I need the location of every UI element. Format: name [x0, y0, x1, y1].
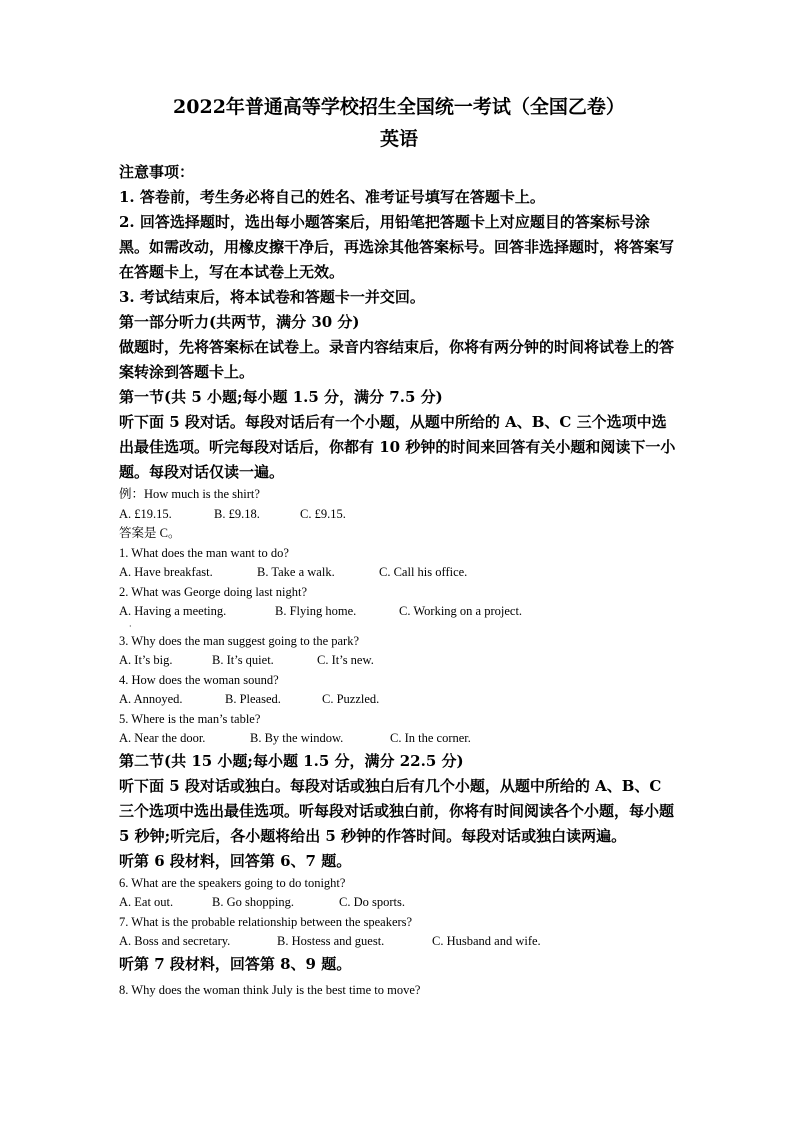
option-b: B. Flying home.	[275, 604, 357, 618]
option-b: B. Hostess and guest.	[277, 934, 385, 948]
option-b: B. It’s quiet.	[212, 653, 274, 667]
option-c: C. Puzzled.	[322, 692, 380, 706]
question-8: 8. Why does the woman think July is the best time to move?	[119, 982, 421, 997]
option-a: A. It’s big.	[119, 653, 173, 667]
notice-heading: 注意事项：	[119, 163, 195, 181]
option-c: C. Do sports.	[339, 895, 405, 909]
option-a: A. Annoyed.	[119, 692, 183, 706]
option-a: A. Near the door.	[119, 731, 206, 745]
option-c: C. In the corner.	[390, 731, 471, 745]
option-c: C. Working on a project.	[399, 604, 523, 618]
section2-instructions: 听下面 5 段对话或独白。每段对话或独白后有几个小题，从题中所给的 A、B、C 三个选项中选出最佳选项。听每段对话或独白前，你将有时间阅读各个小题，每小题 5 秒钟;听完后，各小题将给出 5 秒钟的作答时间。每段对话或独白读两遍。	[119, 776, 675, 845]
part1-heading: 第一部分听力(共两节，满分 30 分)	[119, 313, 360, 331]
option-b: B. Go shopping.	[212, 895, 294, 909]
material-7-heading: 听第 7 段材料，回答第 8、9 题。	[119, 954, 352, 973]
option-a: A. Having a meeting.	[119, 604, 227, 618]
exam-page	[119, 96, 679, 1000]
question-6: 6. What are the speakers going to do tonight?	[119, 875, 346, 890]
subject-title: 英语	[379, 128, 418, 150]
question-2-options	[119, 602, 679, 622]
question-5-options	[119, 729, 679, 749]
option-c: C. £9.15.	[300, 506, 346, 521]
option-c: C. Call his office.	[379, 565, 468, 579]
option-b: B. Pleased.	[225, 692, 281, 706]
exam-title: 2022年普通高等学校招生全国统一考试（全国乙卷）	[173, 96, 625, 118]
question-7-options	[119, 932, 679, 952]
stray-dot: ·	[129, 621, 132, 631]
notice-item: 1. 答卷前，考生务必将自己的姓名、准考证号填写在答题卡上。	[119, 188, 545, 206]
question-1-options	[119, 563, 679, 583]
option-b: B. £9.18.	[214, 506, 260, 521]
question-5: 5. Where is the man’s table?	[119, 711, 261, 726]
option-b: B. By the window.	[250, 731, 344, 745]
part1-intro: 做题时，先将答案标在试卷上。录音内容结束后，你将有两分钟的时间将试卷上的答案转涂到答题卡上。	[119, 338, 675, 381]
option-b: B. Take a walk.	[257, 565, 335, 579]
option-a: A. Boss and secretary.	[119, 934, 231, 948]
section2-heading: 第二节(共 15 小题;每小题 1.5 分，满分 22.5 分)	[119, 751, 464, 770]
question-6-options	[119, 893, 679, 913]
question-3-options	[119, 651, 679, 671]
notice-item: 2. 回答选择题时，选出每小题答案后，用铅笔把答题卡上对应题目的答案标号涂黑。如需改动，用橡皮擦干净后，再选涂其他答案标号。回答非选择题时，将答案写在答题卡上，写在本试卷上无效。	[119, 213, 675, 281]
section1-heading: 第一节(共 5 小题;每小题 1.5 分，满分 7.5 分)	[119, 388, 443, 406]
example-options	[119, 505, 679, 525]
question-2: 2. What was George doing last night?	[119, 584, 308, 599]
example-question: 例：How much is the shirt?	[119, 487, 260, 501]
option-c: C. It’s new.	[317, 653, 374, 667]
question-4-options	[119, 690, 679, 710]
option-a: A. Have breakfast.	[119, 565, 213, 579]
section1-instructions: 听下面 5 段对话。每段对话后有一个小题，从题中所给的 A、B、C 三个选项中选出最佳选项。听完每段对话后，你都有 10 秒钟的时间来回答有关小题和阅读下一小题。每段对话仅读一遍。	[119, 413, 676, 481]
question-7: 7. What is the probable relationship between the speakers?	[119, 914, 413, 929]
option-c: C. Husband and wife.	[432, 934, 541, 948]
notice-item: 3. 考试结束后，将本试卷和答题卡一并交回。	[119, 288, 425, 306]
option-a: A. £19.15.	[119, 506, 172, 521]
question-1: 1. What does the man want to do?	[119, 545, 289, 560]
material-6-heading: 听第 6 段材料，回答第 6、7 题。	[119, 851, 352, 870]
question-4: 4. How does the woman sound?	[119, 672, 279, 687]
question-3: 3. Why does the man suggest going to the park?	[119, 633, 360, 648]
example-answer: 答案是 C。	[119, 526, 181, 540]
option-a: A. Eat out.	[119, 895, 174, 909]
